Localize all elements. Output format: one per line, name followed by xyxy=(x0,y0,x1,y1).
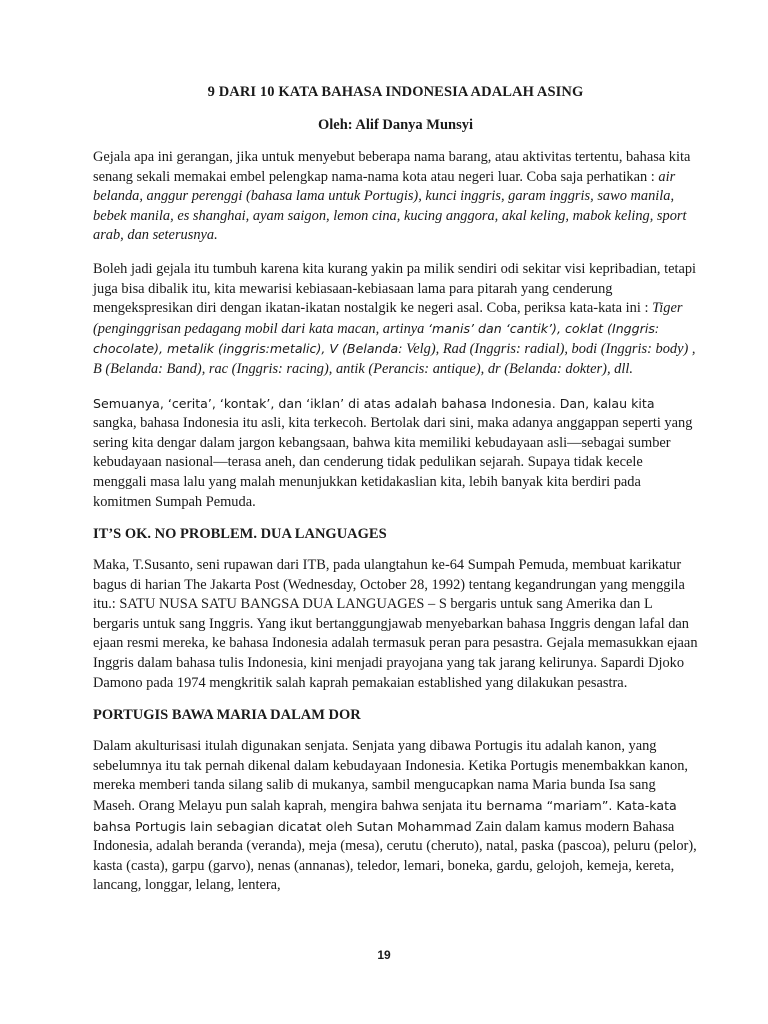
paragraph-2-italic-sans-text: ‘manis’ dan ‘cantik’), coklat (Inggris: chocolate), metalik (inggris:metalic), V (Belanda: xyxy=(93,320,660,357)
paragraph-3 xyxy=(93,394,698,513)
paragraph-5-text: Dalam akulturisasi itulah digunakan senjata. Senjata yang dibawa Portugis itu adalah kanon, yang sebelumnya itu tak pernah dikenal dalam kebudayaan Indonesia. Ketika Portugis menembakkan kanon, mereka memberi tanda silang salib di mukanya, sambil mengucapkan nama Maria bunda Isa sang Maseh. Orang Melayu pun salah kaprah, mengira bahwa senjata xyxy=(93,738,689,815)
paragraph-2-italic-text-2: Velg), Rad (Inggris: radial), bodi (Inggris: body) , B (Belanda: Band), rac (Inggris: racing), antik (Perancis: antique), dr (Belanda: dokter), dll. xyxy=(93,341,696,377)
paragraph-1-text: Gejala apa ini gerangan, jika untuk menyebut beberapa nama barang, atau aktivitas tertentu, bahasa kita senang sekali memakai embel pelengkap nama-nama kota atau negeri luar. Coba saja perhatikan : xyxy=(93,149,691,185)
paragraph-2-text: Boleh jadi gejala itu tumbuh karena kita kurang yakin pa milik sendiri odi sekitar visi kepribadian, tetapi juga bisa dibalik itu, kita mewarisi kebiasaan-kebiasaan lama para pitarah yang cenderung mengekspresikan diri dengan ikatan-ikatan nostalgik ke negeri asal. Coba, periksa kata-kata ini : xyxy=(93,260,697,317)
paragraph-4: Maka, T.Susanto, seni rupawan dari ITB, pada ulangtahun ke-64 Sumpah Pemuda, membuat karikatur bagus di harian The Jakarta Post (Wednesday, October 28, 1992) tentang kegandrungan yang menggila itu.: SATU NUSA SATU BANGSA DUA LANGUAGES – S bergaris untuk sang Amerika dan L bergaris untuk sang Inggris. Yang ikut bertanggungjawab menyebarkan bahasa Inggris dengan lafal dan ejaan resmi mereka, ke bahasa Indonesia adalah termasuk peran para pesastra. Gejala memasukkan ejaan Inggris dalam bahasa tulis Indonesia, kini menjadi prayojana yang tak jarang kelirunya. Sapardi Djoko Damono pada 1974 mengkritik salah kaprah pemakaian established yang dilakukan pesastra. xyxy=(93,557,698,691)
article-title: 9 DARI 10 KATA BAHASA INDONESIA ADALAH ASING xyxy=(207,84,584,100)
paragraph-5-sans-text: itu bernama “mariam”. Kata-kata bahsa Portugis lain sebagian dicatat oleh Sutan Mohammad xyxy=(93,798,677,834)
paragraph-1 xyxy=(93,148,698,246)
section-heading-2: PORTUGIS BAWA MARIA DALAM DOR xyxy=(93,707,361,724)
paragraph-3-text: sangka, bahasa Indonesia itu asli, kita terkecoh. Bertolak dari sini, maka adanya anggappan seperti yang sering kita dengar dalam jargon kebangsaan, bahwa kita memiliki kebudayaan asli—sebagai sumber kebudayaan nasional—terasa aneh, dan cenderung tidak pedulikan sejarah. Supaya tidak kecele menggali masa lalu yang malah menunjukkan ketidakaslian kita, lebih banyak kita berdiri pada komitmen Sumpah Pemuda. xyxy=(93,415,693,510)
paragraph-5 xyxy=(93,737,698,896)
paragraph-1-italic-text: air belanda, anggur perenggi (bahasa lama untuk Portugis), kunci inggris, garam inggris, sawo manila, bebek manila, es shanghai, ayam saigon, lemon cina, kucing anggora, akal keling, mabok keling, sport arab, dan seterusnya. xyxy=(93,168,687,244)
paragraph-2-italic-text: Tiger (penginggrisan pedagang mobil dari kata macan, artinya xyxy=(93,300,683,337)
section-heading-1: IT’S OK. NO PROBLEM. DUA LANGUAGES xyxy=(93,526,387,543)
paragraph-5-text-2: Zain dalam kamus modern Bahasa Indonesia, adalah beranda (veranda), meja (mesa), cerutu (cheruto), natal, paska (pascoa), peluru (pelor), kasta (casta), garpu (garvo), nenas (annanas), teledor, lemari, boneka, gardu, gelojoh, kemeja, kereta, lancang, longgar, lelang, lentera, xyxy=(93,818,697,894)
article-author: Oleh: Alif Danya Munsyi xyxy=(317,117,474,133)
page-number: 19 xyxy=(377,948,391,962)
paragraph-2 xyxy=(93,260,698,380)
paragraph-3-sans-text: Semuanya, ‘cerita’, ‘kontak’, dan ‘iklan’ di atas adalah bahasa Indonesia. Dan, kalau kita xyxy=(93,395,655,411)
